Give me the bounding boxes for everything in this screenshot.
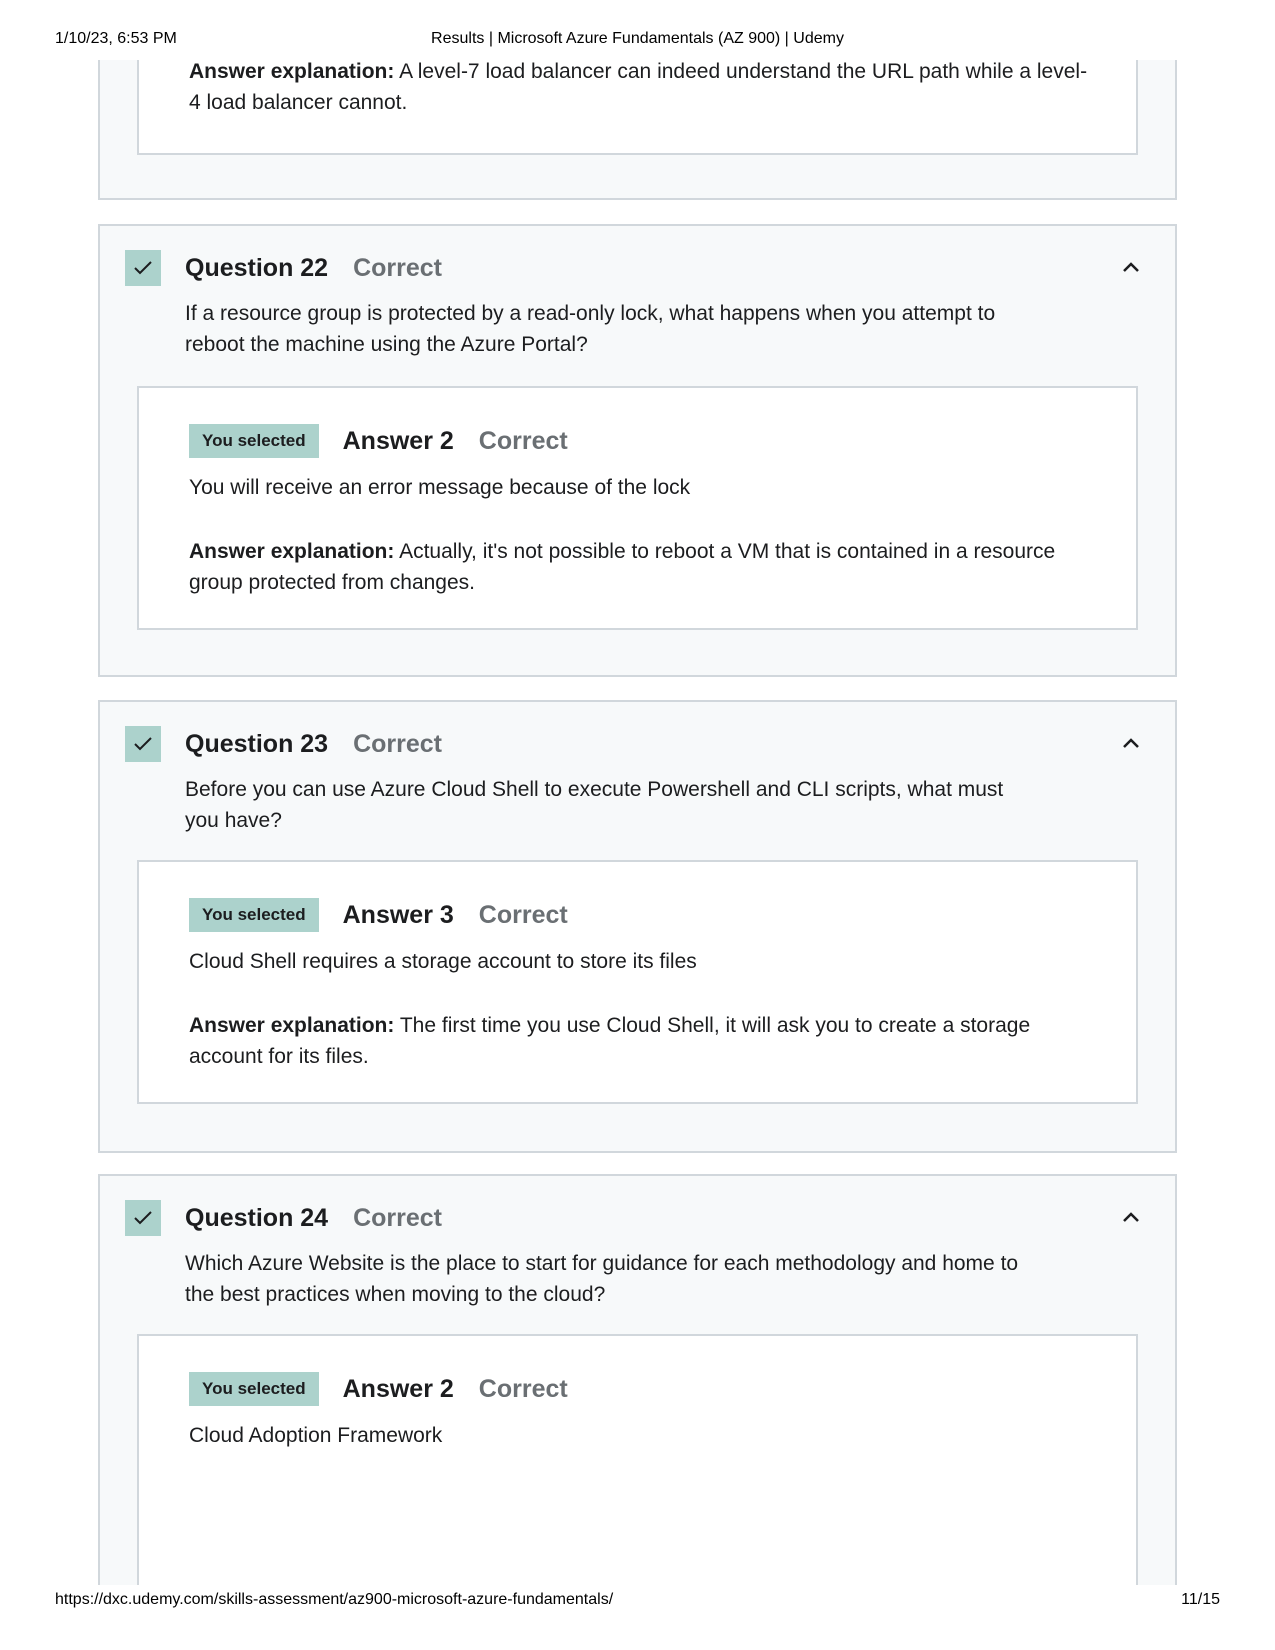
collapse-toggle[interactable] xyxy=(1119,1206,1143,1230)
question-status: Correct xyxy=(353,729,443,758)
question-header xyxy=(185,1200,442,1236)
answer-status: Correct xyxy=(478,1374,568,1403)
answer-title: Answer 2 xyxy=(342,1374,454,1403)
answer-header xyxy=(189,898,568,932)
print-datetime: 1/10/23, 6:53 PM xyxy=(55,30,177,47)
answer-title: Answer 3 xyxy=(342,900,454,929)
you-selected-badge: You selected xyxy=(189,424,319,458)
answer-box xyxy=(137,860,1138,1104)
results-list xyxy=(0,60,1275,1585)
answer-explanation xyxy=(189,1010,1089,1072)
answer-status: Correct xyxy=(478,426,568,455)
print-url: https://dxc.udemy.com/skills-assessment/az900-microsoft-azure-fundamentals/ xyxy=(55,1591,614,1608)
print-header xyxy=(0,30,1275,52)
answer-text: Cloud Adoption Framework xyxy=(189,1424,443,1447)
correct-status-icon xyxy=(125,1200,161,1236)
question-card xyxy=(98,700,1177,1153)
print-footer xyxy=(0,1591,1275,1613)
you-selected-badge: You selected xyxy=(189,898,319,932)
answer-title: Answer 2 xyxy=(342,426,454,455)
answer-explanation-label: Answer explanation: xyxy=(189,540,395,563)
question-card xyxy=(98,1174,1177,1585)
answer-text: Cloud Shell requires a storage account to store its files xyxy=(189,950,697,973)
chevron-up-icon xyxy=(1119,256,1143,280)
correct-status-icon xyxy=(125,250,161,286)
question-header xyxy=(185,726,442,762)
answer-explanation-label: Answer explanation: xyxy=(189,1014,395,1037)
checkmark-icon xyxy=(133,1209,153,1227)
answer-text: You will receive an error message because of the lock xyxy=(189,476,691,499)
question-title: Question 23 xyxy=(185,729,329,758)
question-header xyxy=(185,250,442,286)
answer-header xyxy=(189,1372,568,1406)
collapse-toggle[interactable] xyxy=(1119,732,1143,756)
answer-explanation-text: The first time you use Cloud Shell, it will ask you to create a storage account for its files. xyxy=(189,1014,1031,1068)
chevron-up-icon xyxy=(1119,1206,1143,1230)
you-selected-badge: You selected xyxy=(189,1372,319,1406)
answer-box xyxy=(137,1334,1138,1585)
checkmark-icon xyxy=(133,735,153,753)
question-title: Question 22 xyxy=(185,253,329,282)
question-card-previous xyxy=(98,60,1177,200)
answer-box xyxy=(137,60,1138,155)
checkmark-icon xyxy=(133,259,153,277)
print-page-number: 11/15 xyxy=(1181,1591,1220,1608)
correct-status-icon xyxy=(125,726,161,762)
question-title: Question 24 xyxy=(185,1203,329,1232)
answer-explanation-text: Actually, it's not possible to reboot a VM that is contained in a resource group protected from changes. xyxy=(189,540,1056,594)
answer-header xyxy=(189,424,568,458)
question-text: Before you can use Azure Cloud Shell to execute Powershell and CLI scripts, what must you have? xyxy=(185,778,1004,832)
question-status: Correct xyxy=(353,253,443,282)
collapse-toggle[interactable] xyxy=(1119,256,1143,280)
question-card xyxy=(98,224,1177,677)
question-text: If a resource group is protected by a read-only lock, what happens when you attempt to reboot the machine using the Azure Portal? xyxy=(185,302,996,356)
answer-box xyxy=(137,386,1138,630)
answer-explanation xyxy=(189,536,1089,598)
answer-explanation xyxy=(189,60,1089,118)
print-page-title: Results | Microsoft Azure Fundamentals (AZ 900) | Udemy xyxy=(431,30,844,47)
answer-status: Correct xyxy=(478,900,568,929)
question-status: Correct xyxy=(353,1203,443,1232)
chevron-up-icon xyxy=(1119,732,1143,756)
question-text: Which Azure Website is the place to start for guidance for each methodology and home to the best practices when moving to the cloud? xyxy=(185,1252,1019,1306)
answer-explanation-text: A level-7 load balancer can indeed understand the URL path while a level-4 load balancer cannot. xyxy=(189,60,1088,114)
answer-explanation-label: Answer explanation: xyxy=(189,60,395,83)
